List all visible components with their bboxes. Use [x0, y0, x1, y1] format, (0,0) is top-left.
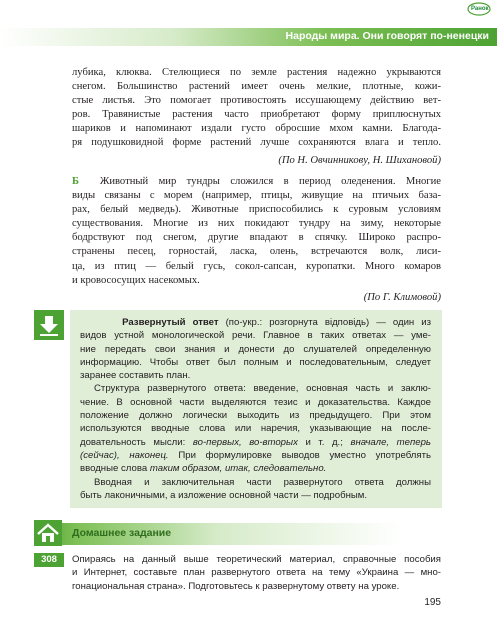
text-line: снегом. Большинство растений имеет очень мелкие, плотные, кожи-	[72, 81, 441, 93]
download-arrow-icon	[34, 310, 64, 340]
text-line: Структура развернутого ответа: введение, основная часть и заклю-	[94, 383, 431, 395]
logo-text: Ранок	[471, 6, 489, 12]
text-line	[72, 175, 441, 189]
text-b-first-line: Животный мир тундры сложился в период оледенения. Многие	[99, 176, 441, 187]
text-fragment: вводные слова	[80, 463, 148, 475]
text-line: ца, из птиц — белый гусь, сокол-сапсан, куропатки. Много комаров	[72, 260, 441, 272]
text-line: положение должно логически выходить из предыдущего. При этом	[80, 410, 431, 422]
text-line: шариков и напоминают издали густо обросшие мхом камни. Благода-	[72, 123, 441, 135]
text-line: существования. Многие из них покидают тундру на зиму, некоторые	[72, 218, 441, 230]
italic-fragment: во-первых, во-вторых	[192, 436, 298, 448]
text-b	[72, 175, 441, 288]
text-line: Вводная и заключительная части развернутого ответа должны	[94, 476, 431, 488]
text-line: заранее составить план.	[80, 370, 191, 382]
text-line: используются вводные слова или наречия, указывающие на после-	[80, 423, 431, 435]
text-line: стые листья. Это помогает противостоять иссушающему действию вет-	[72, 95, 441, 107]
text-line: виды связаны с морем (например, птицы, живущие на птичьих база-	[72, 190, 441, 202]
italic-fragment: таким образом, итак, следовательно.	[149, 463, 327, 475]
text-line: видов устной монологической речи. Главное в таких ответах — уме-	[80, 330, 431, 342]
text-line: информацию. Чтобы ответ был полным и последовательным, следует	[80, 356, 431, 368]
house-icon	[34, 520, 62, 546]
text-line: бодрствуют под снегом, другие впадают в спячку. Широко распро-	[72, 232, 441, 244]
text-line: и Интернет, составьте план развернутого ответа на тему «Украина — мно-	[72, 567, 441, 579]
text-line: рах, белый медведь). Животные приспособились к суровым условиям	[72, 204, 441, 216]
text-fragment: При формулировке выводов уместно употреблять	[178, 449, 431, 461]
term-heading: Развернутый ответ	[122, 317, 219, 328]
source-citation-a: (По Н. Овчинникову, Н. Шихановой)	[278, 155, 441, 166]
text-line	[80, 316, 431, 329]
text-fragment: довательность мысли:	[80, 436, 186, 448]
homework-task-text	[72, 553, 441, 593]
text-line: ря подушковидной форме растений лучше сохраняются влага и тепло.	[72, 137, 441, 149]
text-line: Опираясь на данный выше теоретический материал, справочные пособия	[72, 554, 441, 565]
italic-fragment: вначале, теперь	[350, 436, 431, 448]
text-line: странены песец, горностай, ласка, олень, встречаются волк, лиси-	[72, 246, 441, 258]
text-line	[80, 436, 431, 449]
text-line: гонациональная страна». Подготовьтесь к развернутому ответу на уроке.	[72, 580, 400, 592]
text-line: ров. Травянистые растения часто приобретают форму приплюснутых	[72, 109, 441, 121]
text-line: и кровососущих насекомых.	[72, 274, 200, 286]
source-citation-b: (По Г. Климовой)	[363, 292, 441, 303]
text-line: ние передать свои знания и донести до слушателей определенную	[80, 343, 431, 355]
text-line	[80, 462, 431, 475]
italic-fragment: (сейчас), наконец.	[80, 449, 169, 461]
page-number: 195	[424, 597, 441, 608]
task-number-badge: 308	[34, 553, 64, 567]
text-a	[72, 66, 441, 151]
text-line: чение. В основной части выделяются тезис и доказательства. Каждое	[80, 396, 431, 408]
term-definition: (по-укр.: розгорнута відповідь) — один из	[225, 317, 431, 328]
page-header-title: Народы мира. Они говорят по-ненецки	[285, 30, 489, 42]
text-line	[80, 449, 431, 462]
text-line: быть лаконичными, а изложение основной части — подробным.	[80, 489, 368, 501]
homework-title: Домашнее задание	[72, 527, 172, 539]
theory-text	[80, 316, 431, 502]
section-marker-b: Б	[72, 176, 80, 187]
text-fragment: и т. д.;	[305, 436, 343, 448]
publisher-logo-icon	[467, 2, 491, 16]
text-line: лубика, клюква. Стелющиеся по земле растения надежно укрываются	[72, 67, 441, 78]
